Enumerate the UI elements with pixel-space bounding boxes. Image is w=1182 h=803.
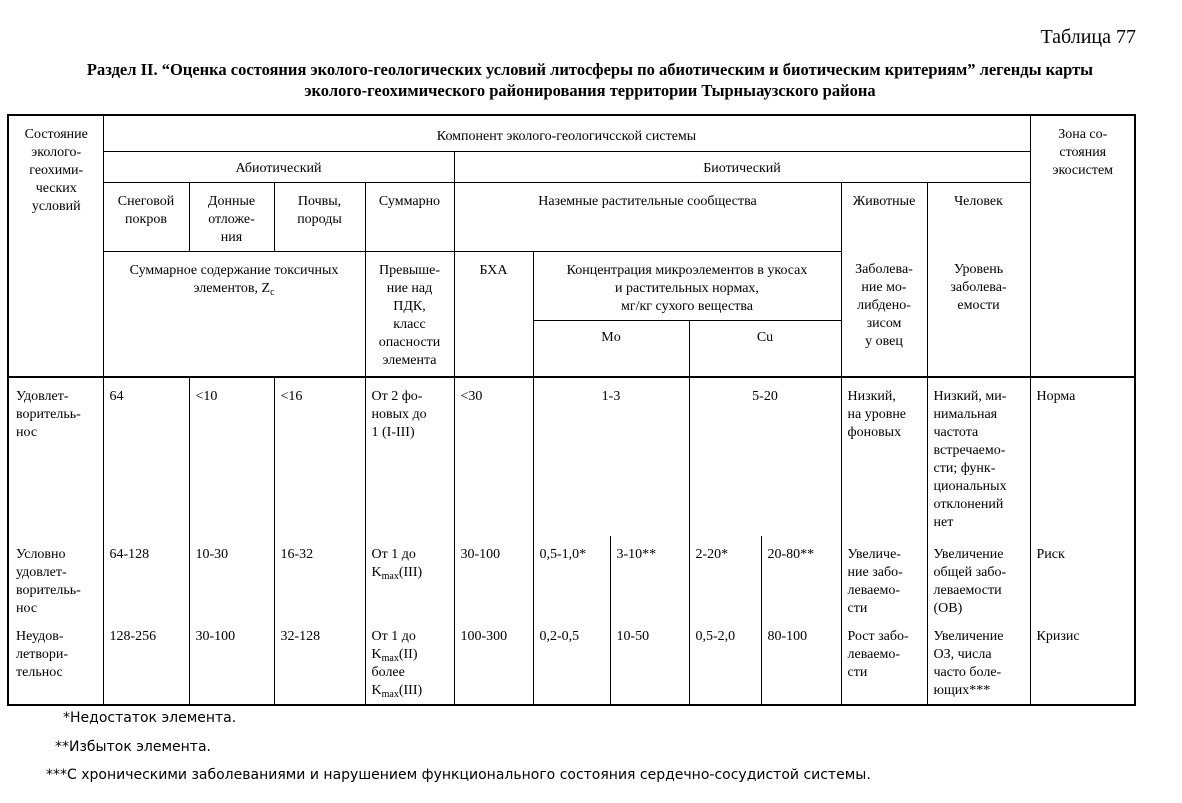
header-morbidity: Уровень заболева- емости <box>927 251 1030 377</box>
zc-subscript: c <box>270 286 275 298</box>
header-state: Состояние эколого- геохими- ческих условий <box>8 115 103 377</box>
header-biotic: Биотический <box>454 151 1030 182</box>
r3-soil: 32-128 <box>274 622 365 705</box>
header-human: Человек <box>927 182 1030 251</box>
page-title <box>10 59 1170 101</box>
r3-cu-deficit: 0,5-2,0 <box>689 622 761 705</box>
header-concentration: Концентрация микроэлементов в укосах и растительных нормах, мг/кг сухого вещества <box>533 251 841 320</box>
header-animals: Животные <box>841 182 927 251</box>
table-number: Таблица 77 <box>1040 26 1136 48</box>
header-row-4 <box>8 251 1135 320</box>
r2-animals: Увеличе- ние забо- леваемо- сти <box>841 536 927 622</box>
table-row-conditional <box>8 536 1135 622</box>
r1-animals: Низкий, на уровне фоновых <box>841 377 927 536</box>
table-row-satisfactory <box>8 377 1135 536</box>
r2-mo-deficit: 0,5-1,0* <box>533 536 610 622</box>
footnote-2: **Избыток элемента. <box>55 739 211 755</box>
header-sediment: Донные отложе- ния <box>189 182 274 251</box>
r3-human: Увеличение ОЗ, числа часто боле- ющих*** <box>927 622 1030 705</box>
r3-cu-excess: 80-100 <box>761 622 841 705</box>
r1-total: От 2 фо- новых до 1 (I-III) <box>365 377 454 536</box>
r1-soil: <16 <box>274 377 365 536</box>
assessment-table <box>7 114 1136 706</box>
r1-human: Низкий, ми- нимальная частота встречаемо- сти; функ- циональных отклонений нет <box>927 377 1030 536</box>
header-zone: Зона со- стояния экосистем <box>1030 115 1135 377</box>
header-component: Компонент эколого-геологичсской системы <box>103 115 1030 151</box>
header-bha: БХА <box>454 251 533 377</box>
r3-mo-excess: 10-50 <box>610 622 689 705</box>
r1-zone: Норма <box>1030 377 1135 536</box>
r3-mo-deficit: 0,2-0,5 <box>533 622 610 705</box>
r1-bha: <30 <box>454 377 533 536</box>
r1-sediment: <10 <box>189 377 274 536</box>
header-plants: Наземные растительные сообщества <box>454 182 841 251</box>
footnote-1: *Недостаток элемента. <box>63 710 237 726</box>
r3-snow: 128-256 <box>103 622 189 705</box>
title-line-2: эколого-геохимического районирования территории Тырныаузского района <box>304 81 876 100</box>
r2-bha: 30-100 <box>454 536 533 622</box>
r2-soil: 16-32 <box>274 536 365 622</box>
r2-human: Увеличение общей забо- леваемости (ОВ) <box>927 536 1030 622</box>
r2-state: Условно удовлет- ворительь- нос <box>8 536 103 622</box>
header-row-1 <box>8 115 1135 151</box>
r1-state: Удовлет- ворительь- нос <box>8 377 103 536</box>
r2-total: От 1 до $K_{max}(III)$ <box>365 536 454 622</box>
header-exceed: Превыше- ние над ПДК, класс опасности элемента <box>365 251 454 377</box>
header-total: Суммарно <box>365 182 454 251</box>
r3-bha: 100-300 <box>454 622 533 705</box>
header-abiotic: Абиотический <box>103 151 454 182</box>
header-zc: Суммарное содержание токсичных элементов, $Z_c$ <box>103 251 365 377</box>
r2-zone: Риск <box>1030 536 1135 622</box>
r2-sediment: 10-30 <box>189 536 274 622</box>
header-snow: Снеговой покров <box>103 182 189 251</box>
header-disease: Заболева- ние мо- либдено- зисом у овец <box>841 251 927 377</box>
table-row-unsatisfactory <box>8 622 1135 705</box>
header-row-2 <box>8 151 1135 182</box>
r2-cu-deficit: 2-20* <box>689 536 761 622</box>
r3-animals: Рост забо- леваемо- сти <box>841 622 927 705</box>
r1-snow: 64 <box>103 377 189 536</box>
header-row-3 <box>8 182 1135 251</box>
r3-zone: Кризис <box>1030 622 1135 705</box>
r2-snow: 64-128 <box>103 536 189 622</box>
r2-mo-excess: 3-10** <box>610 536 689 622</box>
footnote-3: ***С хроническими заболеваниями и нарушением функционального состояния сердечно-сосудистой системы. <box>46 767 871 783</box>
r2-cu-excess: 20-80** <box>761 536 841 622</box>
r1-cu: 5-20 <box>689 377 841 536</box>
title-line-1: Раздел II. “Оценка состояния эколого-геологических условий литосферы по абиотическим и биотическим критериям” легенды карты <box>86 60 1094 79</box>
header-cu: Cu <box>689 320 841 377</box>
header-mo: Mo <box>533 320 689 377</box>
r3-state: Неудов- летвори- тельнос <box>8 622 103 705</box>
r1-mo: 1-3 <box>533 377 689 536</box>
header-soil: Почвы, породы <box>274 182 365 251</box>
r3-sediment: 30-100 <box>189 622 274 705</box>
r3-total: От 1 до $K_{max}(II)$ более $K_{max}(III)$ <box>365 622 454 705</box>
